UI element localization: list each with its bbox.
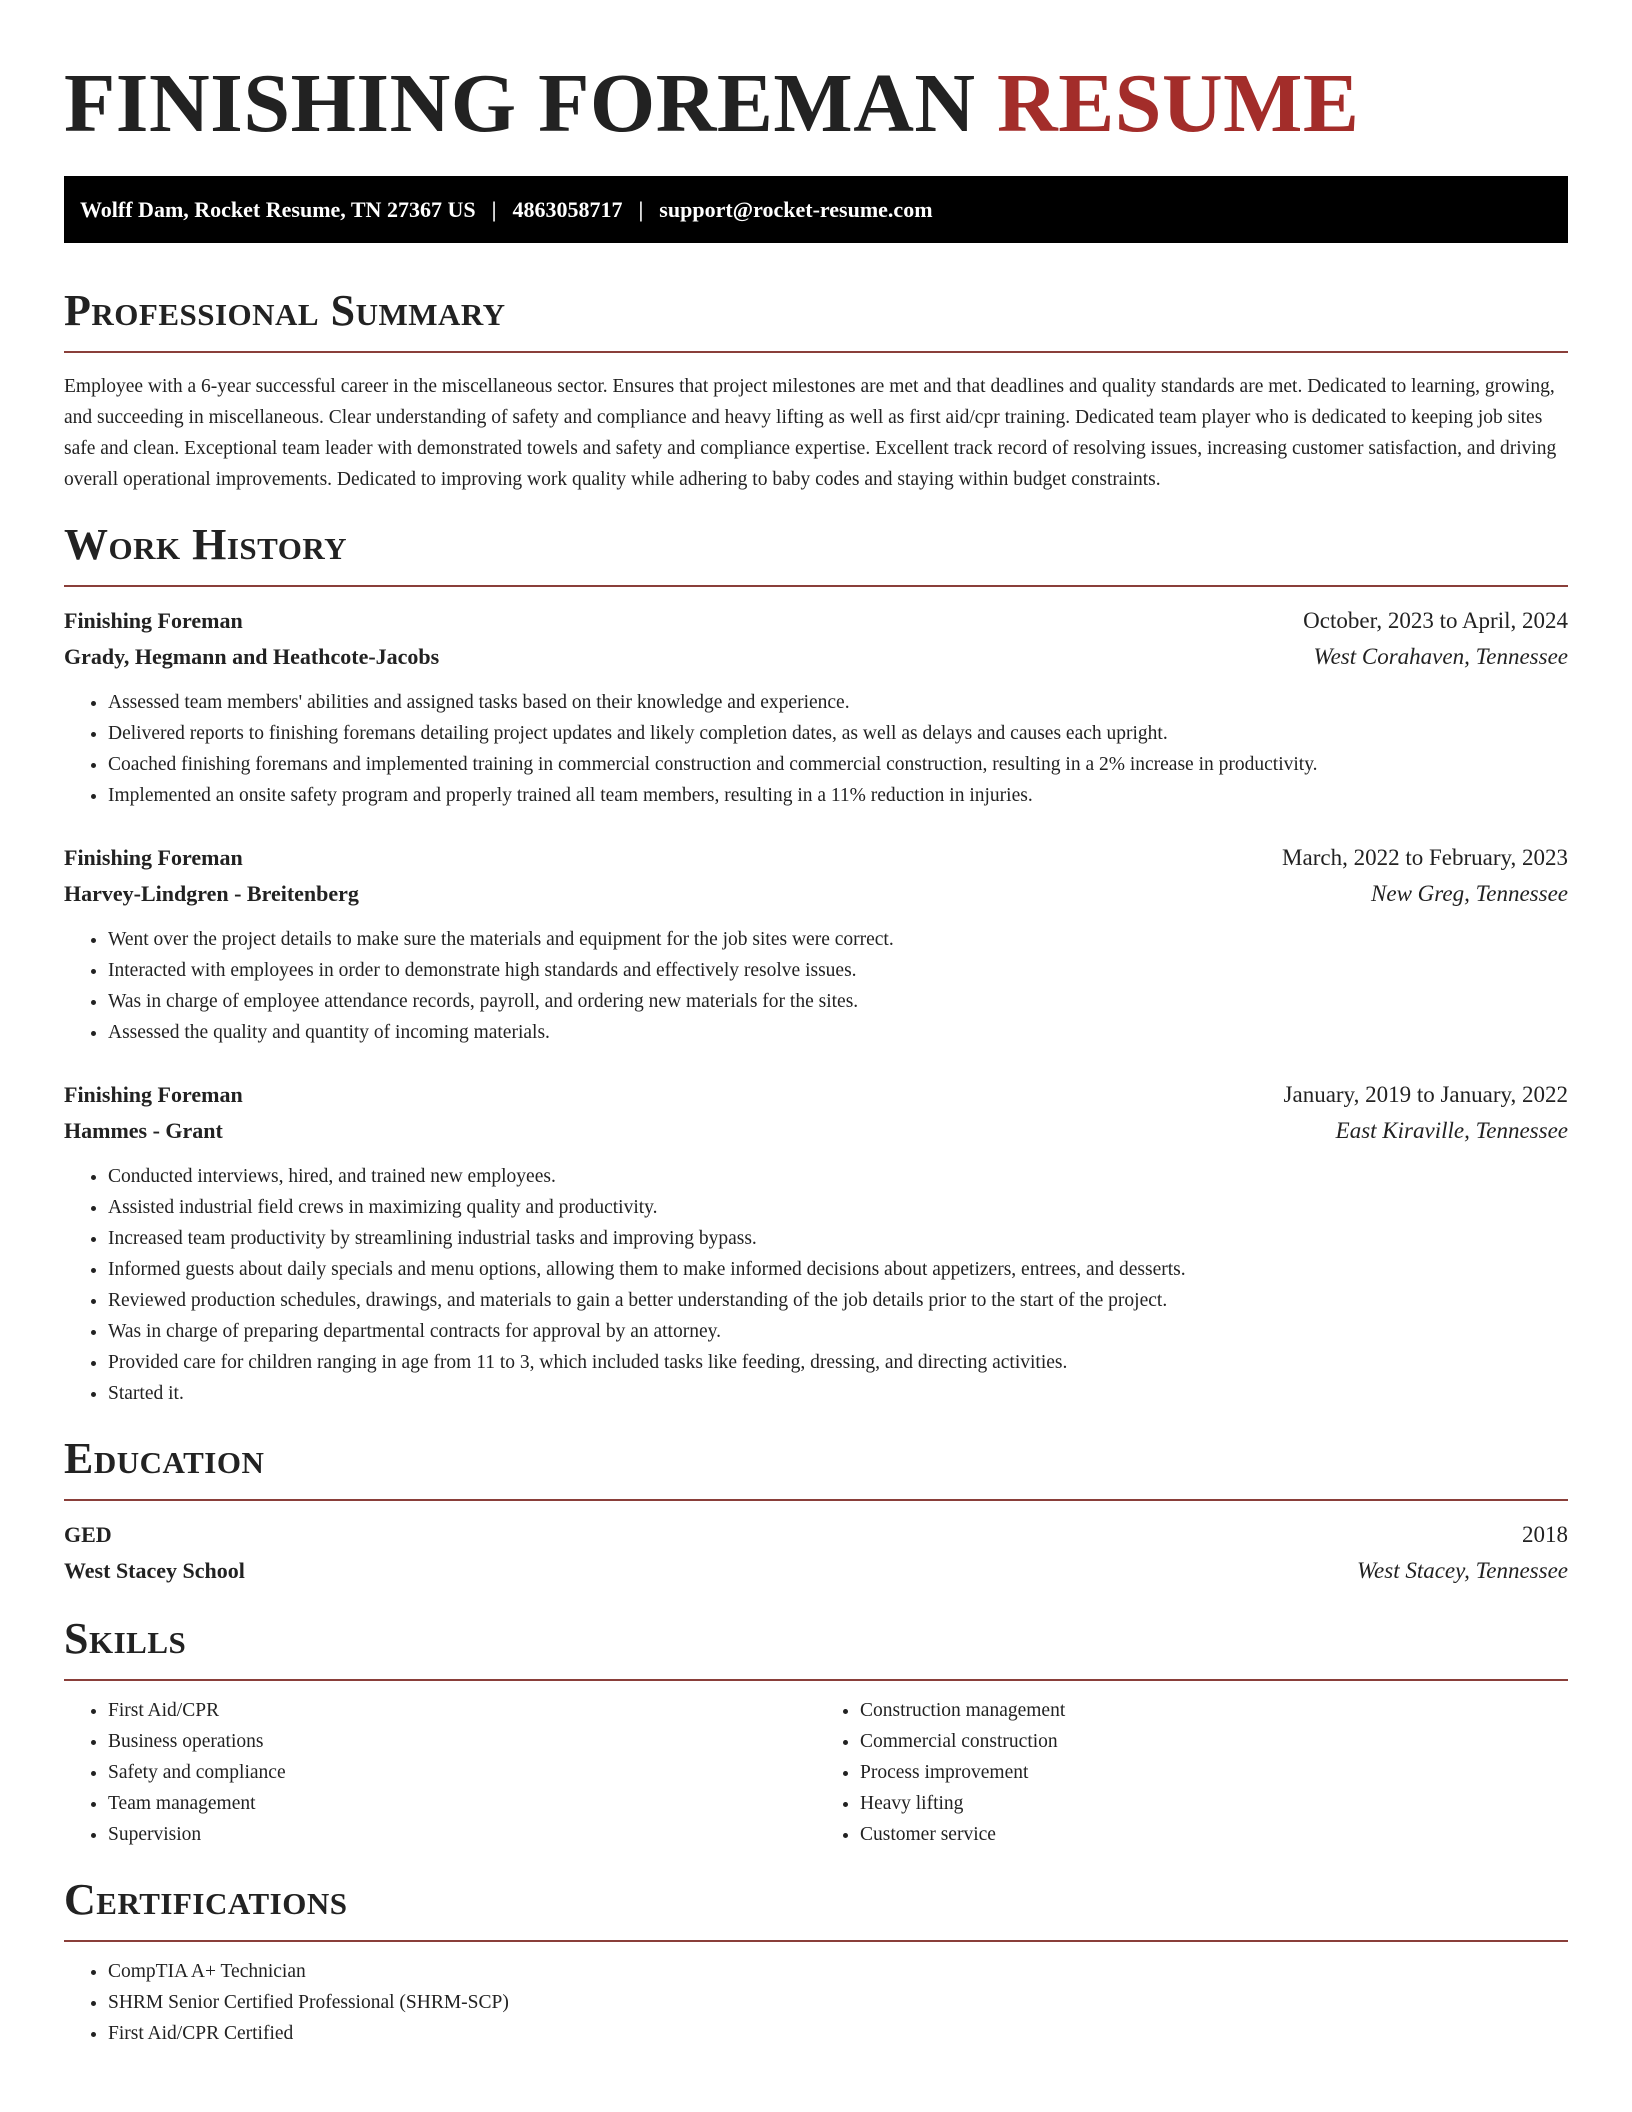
skills-right-list (816, 1695, 1568, 1850)
skill-item: • Customer service (860, 1819, 1568, 1850)
skills-section (64, 1611, 1568, 1850)
certifications-heading: Certifications (64, 1872, 1568, 1942)
job-dates: January, 2019 to January, 2022 (1283, 1082, 1568, 1107)
skill-item: • Commercial construction (860, 1726, 1568, 1757)
job-bullet: • Provided care for children ranging in age from 11 to 3, which included tasks like feeding, dressing, and directing activities. (108, 1347, 1568, 1378)
skills-left-list (64, 1695, 816, 1850)
job-bullet: • Went over the project details to make sure the materials and equipment for the job sites were correct. (108, 924, 1568, 955)
job-title: Finishing Foreman (64, 608, 243, 633)
skill-item: • Construction management (860, 1695, 1568, 1726)
job-bullet: • Was in charge of employee attendance records, payroll, and ordering new materials for the sites. (108, 986, 1568, 1017)
education-section (64, 1431, 1568, 1589)
skill-item: • Safety and compliance (108, 1757, 816, 1788)
job-title: Finishing Foreman (64, 845, 243, 870)
job-bullet: • Assisted industrial field crews in maximizing quality and productivity. (108, 1192, 1568, 1223)
job-bullet: • Assessed team members' abilities and assigned tasks based on their knowledge and experience. (108, 687, 1568, 718)
summary-section (64, 283, 1568, 495)
job-bullet: • Assessed the quality and quantity of incoming materials. (108, 1017, 1568, 1048)
contact-phone: 4863058717 (512, 196, 623, 222)
education-location: West Stacey, Tennessee (1356, 1558, 1568, 1583)
job-bullet: • Reviewed production schedules, drawings, and materials to gain a better understanding of the job details prior to the start of the project. (108, 1285, 1568, 1316)
certification-item: • First Aid/CPR Certified (108, 2018, 1568, 2049)
job-bullet: • Informed guests about daily specials and menu options, allowing them to make informed decisions about appetizers, entrees, and desserts. (108, 1254, 1568, 1285)
job-subheader (64, 876, 1568, 912)
job-bullets (64, 924, 1568, 1048)
job-dates: March, 2022 to February, 2023 (1282, 845, 1568, 870)
summary-heading: Professional Summary (64, 283, 1568, 353)
resume-page (64, 0, 1568, 2049)
job-bullet: • Interacted with employees in order to demonstrate high standards and effectively resolve issues. (108, 955, 1568, 986)
contact-bar (64, 176, 1568, 243)
job-subheader (64, 1113, 1568, 1149)
summary-text: Employee with a 6-year successful career in the miscellaneous sector. Ensures that project milestones are met and that deadlines and quality standards are met. Dedicated to learning, growing, and succeeding in miscellaneous. Clear understanding of safety and compliance and heavy lifting as well as first aid/cpr training. Dedicated team player who is dedicated to keeping job sites safe and clean. Exceptional team leader with demonstrated towels and safety and compliance expertise. Excellent track record of resolving issues, increasing customer satisfaction, and driving overall operational improvements. Dedicated to improving work quality while adhering to baby codes and staying within budget constraints. (64, 376, 1557, 490)
job-location: East Kiraville, Tennessee (1335, 1118, 1568, 1143)
contact-separator: | (638, 196, 644, 222)
certifications-list (64, 1956, 1568, 2049)
job-title: Finishing Foreman (64, 1082, 243, 1107)
education-header (64, 1517, 1568, 1553)
job-location: West Corahaven, Tennessee (1313, 644, 1568, 669)
title-accent: RESUME (997, 57, 1360, 150)
job-header (64, 840, 1568, 876)
job-header (64, 603, 1568, 639)
education-entry (64, 1517, 1568, 1589)
job-dates: October, 2023 to April, 2024 (1303, 608, 1568, 633)
job-company: Grady, Hegmann and Heathcote-Jacobs (64, 644, 440, 669)
skill-item: • Team management (108, 1788, 816, 1819)
education-subheader (64, 1553, 1568, 1589)
job-subheader (64, 639, 1568, 675)
job-bullet: • Increased team productivity by streamlining industrial tasks and improving bypass. (108, 1223, 1568, 1254)
job-location: New Greg, Tennessee (1371, 881, 1568, 906)
skill-item: • Heavy lifting (860, 1788, 1568, 1819)
job-bullets (64, 1161, 1568, 1409)
education-school: West Stacey School (64, 1558, 245, 1583)
job-entry (64, 840, 1568, 1048)
job-bullet: • Delivered reports to finishing foremans detailing project updates and likely completion dates, as well as delays and causes each upright. (108, 718, 1568, 749)
title-main: FINISHING FOREMAN (64, 57, 976, 150)
certifications-section (64, 1872, 1568, 2049)
certification-item: • SHRM Senior Certified Professional (SHRM-SCP) (108, 1987, 1568, 2018)
job-entry (64, 1077, 1568, 1409)
job-bullet: • Was in charge of preparing departmental contracts for approval by an attorney. (108, 1316, 1568, 1347)
certification-item: • CompTIA A+ Technician (108, 1956, 1568, 1987)
skill-item: • First Aid/CPR (108, 1695, 816, 1726)
job-company: Hammes - Grant (64, 1118, 223, 1143)
education-heading: Education (64, 1431, 1568, 1501)
work-section (64, 517, 1568, 1409)
contact-email: support@rocket-resume.com (659, 196, 933, 222)
job-company: Harvey-Lindgren - Breitenberg (64, 881, 359, 906)
job-entry (64, 603, 1568, 811)
job-bullet: • Conducted interviews, hired, and trained new employees. (108, 1161, 1568, 1192)
education-year: 2018 (1522, 1522, 1568, 1547)
job-bullets (64, 687, 1568, 811)
skills-grid (64, 1695, 1568, 1850)
education-degree: GED (64, 1522, 112, 1547)
work-heading: Work History (64, 517, 1568, 587)
resume-title (64, 0, 1568, 154)
skill-item: • Process improvement (860, 1757, 1568, 1788)
contact-address: Wolff Dam, Rocket Resume, TN 27367 US (80, 196, 476, 222)
job-bullet: • Coached finishing foremans and implemented training in commercial construction and commercial construction, resulting in a 2% increase in productivity. (108, 749, 1568, 780)
skill-item: • Business operations (108, 1726, 816, 1757)
job-bullet: • Implemented an onsite safety program and properly trained all team members, resulting in a 11% reduction in injuries. (108, 780, 1568, 811)
skill-item: • Supervision (108, 1819, 816, 1850)
skills-heading: Skills (64, 1611, 1568, 1681)
job-bullet: • Started it. (108, 1378, 1568, 1409)
job-header (64, 1077, 1568, 1113)
contact-separator: | (491, 196, 497, 222)
